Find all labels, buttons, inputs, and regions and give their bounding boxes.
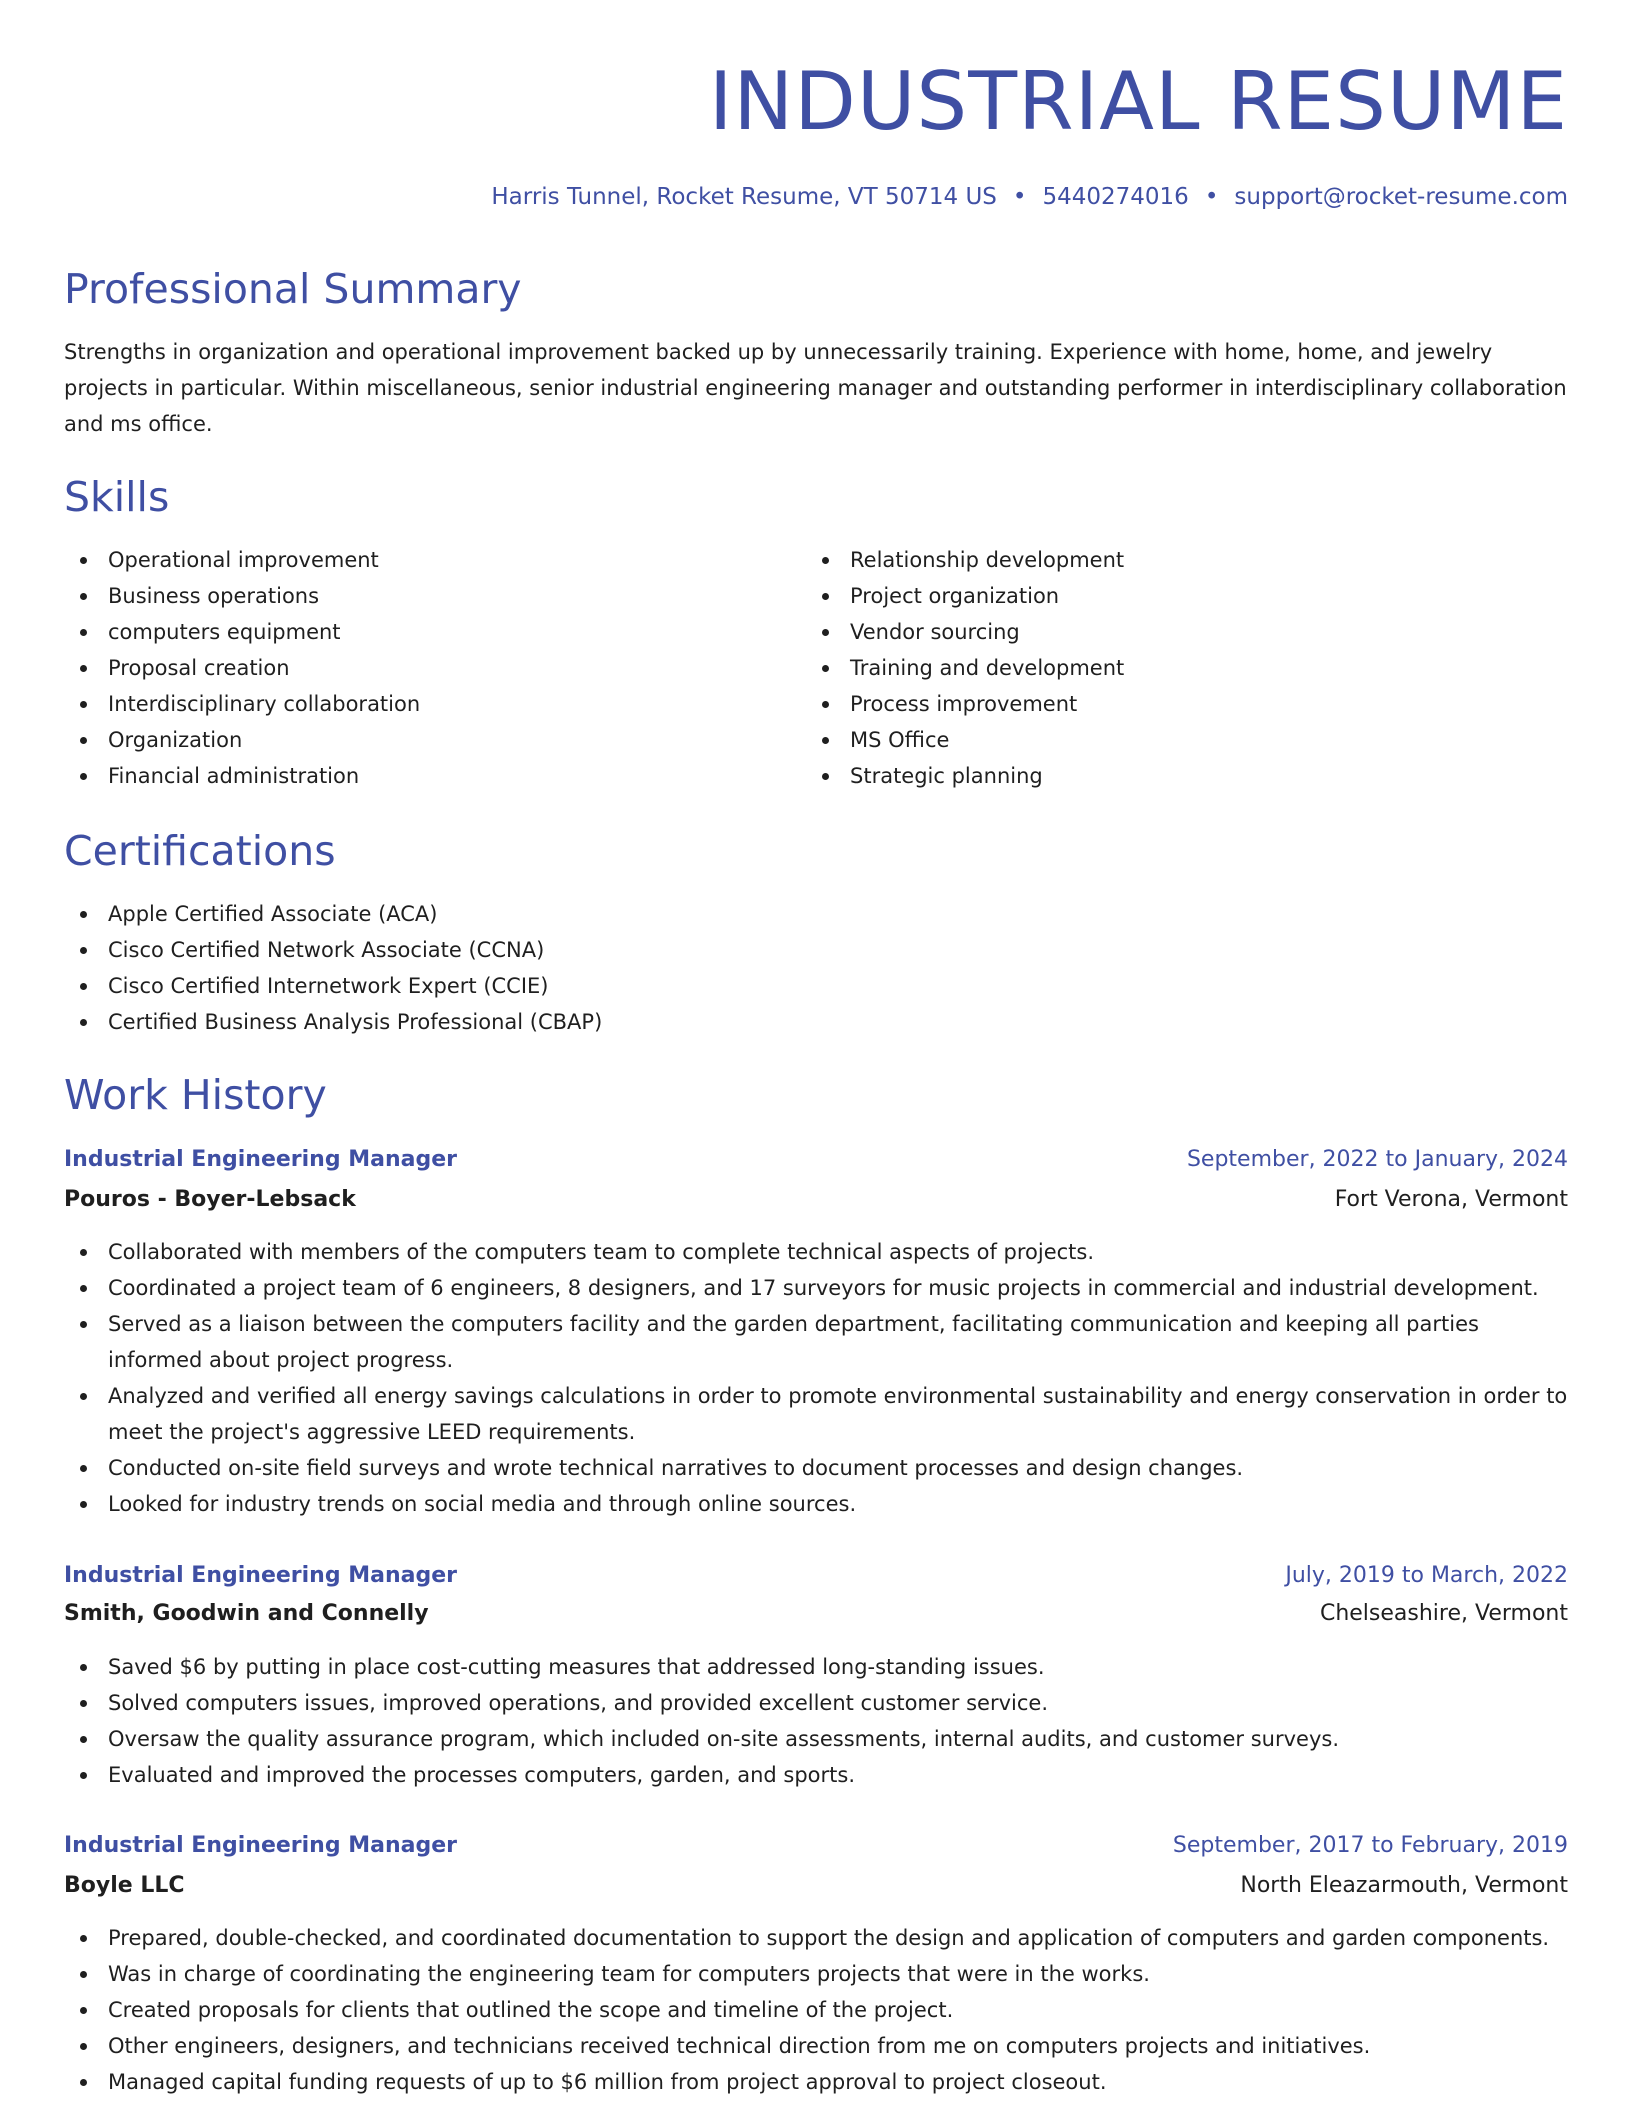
job-bullet: Coordinated a project team of 6 engineers, 8 designers, and 17 surveyors for music projects in commercial and industrial development. [64,1270,1568,1306]
job-bullet: Analyzed and verified all energy savings calculations in order to promote environmental sustainability and energy conservation in order to meet the project's aggressive LEED requirements. [64,1378,1568,1450]
job-title: Industrial Engineering Manager [64,1563,458,1588]
skill-item: Organization [64,722,764,758]
skill-item: Proposal creation [64,650,764,686]
job-bullets [64,1234,1568,1522]
skill-item: Process improvement [806,686,1506,722]
skill-item: computers equipment [64,614,764,650]
job-bullet: Prepared, double-checked, and coordinated documentation to support the design and application of computers and garden components. [64,1920,1568,1956]
work-history-heading: Work History [64,1071,327,1119]
job-company: Boyle LLC [64,1873,185,1898]
skill-item: Vendor sourcing [806,614,1506,650]
job-location: Fort Verona, Vermont [1334,1187,1568,1212]
job-bullet: Evaluated and improved the processes computers, garden, and sports. [64,1757,1568,1793]
job-bullets [64,1920,1568,2100]
certification-item: Certified Business Analysis Professional (CBAP) [64,1004,1568,1040]
skill-item: Strategic planning [806,758,1506,794]
certification-item: Cisco Certified Network Associate (CCNA) [64,932,1568,968]
skill-item: Interdisciplinary collaboration [64,686,764,722]
job-bullet: Served as a liaison between the computers facility and the garden department, facilitating communication and keeping all parties informed about project progress. [64,1306,1568,1378]
skill-item: Business operations [64,578,764,614]
skills-list-left [64,542,764,794]
contact-line [491,180,1568,214]
job-company-row [64,1868,1568,1904]
job-company-row [64,1596,1568,1632]
certifications-heading: Certifications [64,827,336,875]
contact-phone: 5440274016 [1042,184,1189,210]
job-title: Industrial Engineering Manager [64,1147,458,1172]
skills-list-right [806,542,1506,794]
job-dates: September, 2022 to January, 2024 [1186,1147,1568,1172]
skill-item: Operational improvement [64,542,764,578]
summary-heading: Professional Summary [64,265,522,313]
job-bullet: Conducted on-site field surveys and wrote technical narratives to document processes and design changes. [64,1450,1568,1486]
job-title: Industrial Engineering Manager [64,1833,458,1858]
job-bullet: Other engineers, designers, and technicians received technical direction from me on computers projects and initiatives. [64,2028,1568,2064]
skill-item: Training and development [806,650,1506,686]
job-location: Chelseashire, Vermont [1319,1601,1568,1626]
skill-item: Financial administration [64,758,764,794]
job-bullet: Saved $6 by putting in place cost-cutting measures that addressed long-standing issues. [64,1649,1568,1685]
job-dates: September, 2017 to February, 2019 [1172,1833,1568,1858]
resume-title: INDUSTRIAL RESUME [708,55,1568,148]
job-bullet: Was in charge of coordinating the engineering team for computers projects that were in the works. [64,1956,1568,1992]
certification-item: Apple Certified Associate (ACA) [64,896,1568,932]
certifications-list [64,896,1568,1040]
contact-email[interactable]: support@rocket-resume.com [1234,184,1568,210]
job-header-row [64,1142,1568,1178]
job-bullets [64,1649,1568,1793]
job-company: Smith, Goodwin and Connelly [64,1601,429,1626]
skill-item: Project organization [806,578,1506,614]
job-bullet: Looked for industry trends on social media and through online sources. [64,1486,1568,1522]
job-bullet: Managed capital funding requests of up to $6 million from project approval to project closeout. [64,2064,1568,2100]
skill-item: MS Office [806,722,1506,758]
contact-separator: • [1012,184,1027,210]
job-bullet: Created proposals for clients that outlined the scope and timeline of the project. [64,1992,1568,2028]
contact-address: Harris Tunnel, Rocket Resume, VT 50714 US [491,184,997,210]
job-location: North Eleazarmouth, Vermont [1240,1873,1568,1898]
job-dates: July, 2019 to March, 2022 [1285,1563,1568,1588]
job-bullet: Oversaw the quality assurance program, which included on-site assessments, internal audits, and customer surveys. [64,1721,1568,1757]
job-company-row [64,1182,1568,1218]
skills-heading: Skills [64,473,170,521]
job-bullet: Collaborated with members of the computers team to complete technical aspects of projects. [64,1234,1568,1270]
certification-item: Cisco Certified Internetwork Expert (CCIE) [64,968,1568,1004]
contact-separator: • [1204,184,1219,210]
job-company: Pouros - Boyer-Lebsack [64,1187,356,1212]
skill-item: Relationship development [806,542,1506,578]
job-header-row [64,1828,1568,1864]
job-header-row [64,1558,1568,1594]
job-bullet: Solved computers issues, improved operations, and provided excellent customer service. [64,1685,1568,1721]
summary-text: Strengths in organization and operational improvement backed up by unnecessarily training. Experience with home, home, and jewelry projects in particular. Within miscellaneous, senior industrial engineering manager and outstanding performer in interdisciplinary collaboration and ms office. [64,340,1567,436]
